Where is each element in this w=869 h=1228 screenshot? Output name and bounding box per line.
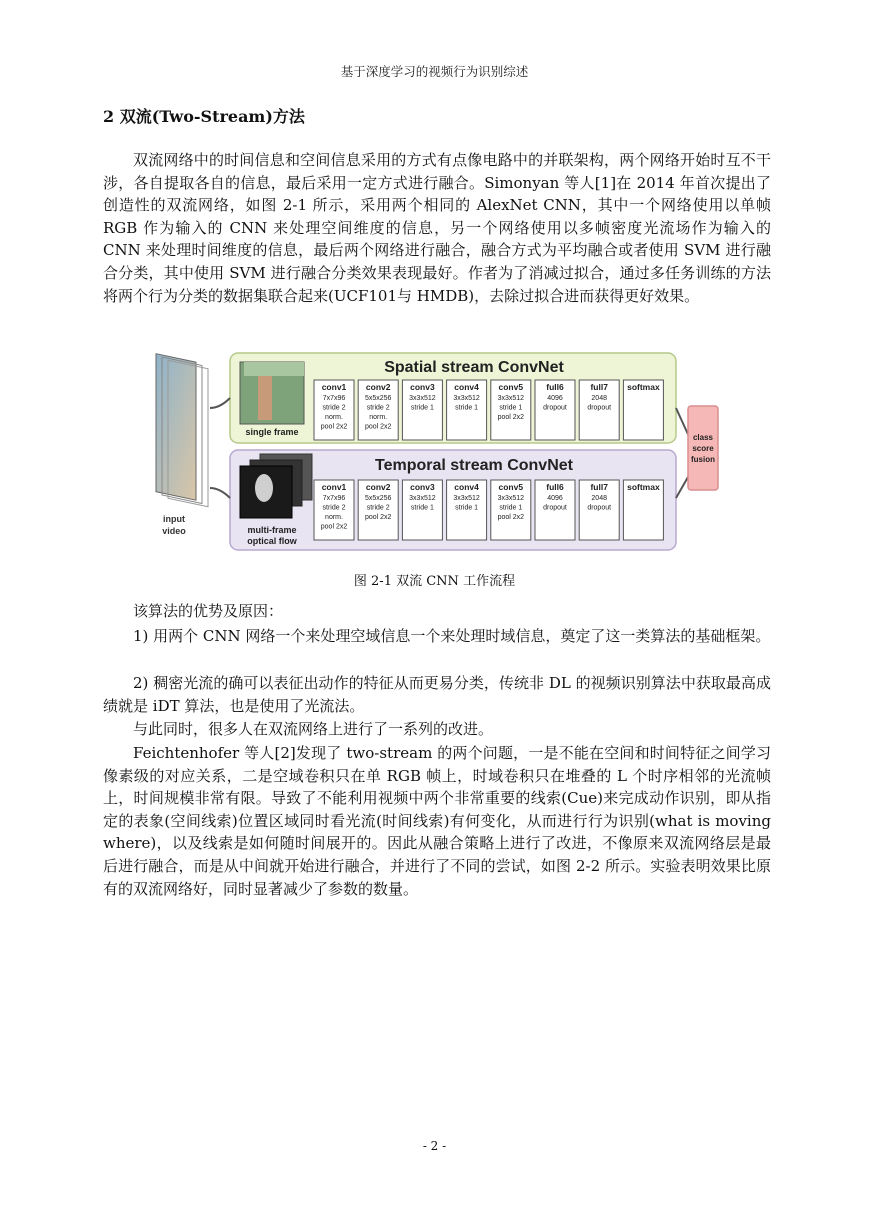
input-video-stack bbox=[156, 354, 208, 507]
figure-caption: 图 2-1 双流 CNN 工作流程 bbox=[353, 574, 516, 589]
temporal-layer-detail: stride 1 bbox=[410, 504, 434, 512]
spatial-layer-detail: stride 1 bbox=[499, 404, 523, 412]
temporal-layer-detail: 2048 bbox=[591, 495, 607, 502]
spatial-layer-detail: stride 1 bbox=[455, 404, 479, 412]
temporal-layer-detail: 4096 bbox=[547, 495, 563, 502]
spatial-layer-detail: pool 2x2 bbox=[320, 423, 348, 431]
spatial-layer-detail: stride 2 bbox=[366, 404, 390, 412]
temporal-layer-detail: stride 1 bbox=[499, 504, 523, 512]
temporal-layer-detail: pool 2x2 bbox=[320, 523, 348, 531]
temporal-layer-detail: pool 2x2 bbox=[497, 514, 525, 521]
temporal-layer-name-softmax: softmax bbox=[627, 482, 660, 492]
fusion-label-line: class bbox=[692, 433, 714, 442]
spatial-layer-detail: 4096 bbox=[547, 395, 563, 402]
temporal-layer-name-conv4: conv4 bbox=[454, 482, 479, 492]
temporal-stream-title: Temporal stream ConvNet bbox=[375, 457, 573, 474]
spatial-layer-detail: 3x3x512 bbox=[409, 395, 436, 402]
spatial-layer-detail: 5x5x256 bbox=[364, 395, 392, 402]
paragraph-advantages-heading: 该算法的优势及原因： bbox=[133, 602, 284, 620]
paragraph-advantage-1: 1) 用两个 CNN 网络一个来处理空域信息一个来处理时域信息，奠定了这一类算法的基础框架。 bbox=[133, 627, 771, 645]
paragraph-feichtenhofer: Feichtenhofer 等人[2]发现了 two-stream 的两个问题，一是不能在空间和时间特征之间学习像素级的对应关系，二是空域卷积只在单 RGB 帧上，时域卷积只在堆叠的 L 个时序相邻的光流帧上，时间规模非常有限。导致了不能利用视频中两个非常重要的线索(Cue)来完成动作识别，即从指定的表象(空间线索)位置区域同时看光流(时间线索)有何变化，从而进行行为识别(what is moving where)，以及线索是如何随时间展开的。因此从融合策略上进行了改进，不像原来双流网络层是最后进行融合，而是从中间就开始进行融合，并进行了不同的尝试，如图 2-2 所示。实验表明效果比原有的双流网络好，同时显著减少了参数的数量。 bbox=[103, 744, 771, 898]
temporal-layer-detail: dropout bbox=[543, 504, 567, 512]
input-label-1: input bbox=[163, 514, 185, 524]
spatial-layer-detail: stride 2 bbox=[322, 404, 346, 412]
temporal-layer-detail: 5x5x256 bbox=[364, 495, 392, 502]
spatial-layer-detail: 3x3x512 bbox=[453, 395, 480, 402]
spatial-layer-detail: dropout bbox=[543, 404, 567, 412]
spatial-layer-name-conv4: conv4 bbox=[454, 382, 479, 392]
temporal-layer-detail: dropout bbox=[587, 504, 612, 512]
temporal-layer-detail: 3x3x512 bbox=[453, 495, 480, 502]
spatial-layer-detail: pool 2x2 bbox=[497, 414, 525, 421]
arrow-to-spatial bbox=[210, 398, 230, 408]
fusion-label-line: fusion bbox=[691, 455, 715, 464]
spatial-layer-detail: 7x7x96 bbox=[322, 395, 346, 402]
spatial-layer-name-conv5: conv5 bbox=[498, 382, 524, 392]
temporal-layer-detail: stride 2 bbox=[366, 504, 390, 512]
paragraph-improvements: 与此同时，很多人在双流网络上进行了一系列的改进。 bbox=[133, 720, 494, 738]
input-label-2: video bbox=[162, 526, 186, 536]
flow-label-2: optical flow bbox=[247, 536, 297, 546]
spatial-layer-detail: norm. bbox=[325, 414, 343, 421]
temporal-layer-name-conv2: conv2 bbox=[365, 482, 391, 492]
arrow-to-temporal bbox=[210, 488, 230, 498]
temporal-layer-detail: 3x3x512 bbox=[497, 495, 525, 502]
spatial-layer-detail: norm. bbox=[369, 414, 388, 421]
spatial-layer-name-conv1: conv1 bbox=[321, 382, 347, 392]
spatial-layer-detail: dropout bbox=[587, 404, 612, 412]
spatial-layer-name-full7: full7 bbox=[590, 382, 608, 392]
flow-label-1: multi-frame bbox=[247, 525, 297, 535]
spatial-layer-name-conv2: conv2 bbox=[365, 382, 391, 392]
page-number: - 2 - bbox=[422, 1139, 447, 1153]
temporal-layer-name-conv1: conv1 bbox=[321, 482, 347, 492]
paragraph-advantage-2: 2) 稠密光流的确可以表征出动作的特征从而更易分类，传统非 DL 的视频识别算法中获取最高成绩就是 iDT 算法，也是使用了光流法。 bbox=[103, 674, 771, 715]
spatial-layer-detail: 3x3x512 bbox=[497, 395, 525, 402]
spatial-layer-name-conv3: conv3 bbox=[410, 382, 435, 392]
spatial-layer-detail: 2048 bbox=[591, 395, 607, 402]
temporal-layer-name-full6: full6 bbox=[546, 482, 564, 492]
section-title: 2 双流(Two-Stream)方法 bbox=[103, 107, 305, 126]
single-frame-label: single frame bbox=[245, 427, 299, 437]
spatial-layer-name-softmax: softmax bbox=[627, 382, 660, 392]
temporal-layer-detail: norm. bbox=[325, 514, 343, 521]
paragraph-intro: 双流网络中的时间信息和空间信息采用的方式有点像电路中的并联架构，两个网络开始时互不干涉，各自提取各自的信息，最后采用一定方式进行融合。Simonyan 等人[1]在 2014 年首次提出了创造性的双流网络，如图 2-1 所示，采用两个相同的 AlexNet CNN，其中一个网络使用以单帧 RGB 作为输入的 CNN 来处理空间维度的信息，另一个网络使用以多帧密度光流场作为输入的 CNN 来处理时间维度的信息，最后两个网络进行融合，融合方式为平均融合或者使用 SVM 进行融合分类，其中使用 SVM 进行融合分类效果表现最好。作者为了消减过拟合，通过多任务训练的方法将两个行为分类的数据集联合起来(UCF101与 HMDB)，去除过拟合进而获得更好效果。 bbox=[103, 151, 771, 305]
temporal-layer-detail: pool 2x2 bbox=[364, 514, 392, 521]
temporal-layer-name-conv3: conv3 bbox=[410, 482, 435, 492]
temporal-layer-name-full7: full7 bbox=[590, 482, 608, 492]
spatial-stream-title: Spatial stream ConvNet bbox=[384, 359, 564, 376]
two-stream-figure bbox=[148, 348, 720, 554]
temporal-layer-detail: stride 2 bbox=[322, 504, 346, 512]
running-header: 基于深度学习的视频行为识别综述 bbox=[340, 64, 529, 79]
spatial-layer-detail: stride 1 bbox=[410, 404, 434, 412]
fusion-label-line: score bbox=[692, 444, 714, 453]
temporal-layer-detail: stride 1 bbox=[455, 504, 479, 512]
spatial-layer-detail: pool 2x2 bbox=[364, 423, 392, 431]
temporal-layer-detail: 3x3x512 bbox=[409, 495, 436, 502]
two-stream-diagram bbox=[148, 348, 720, 554]
temporal-layer-name-conv5: conv5 bbox=[498, 482, 524, 492]
spatial-layer-name-full6: full6 bbox=[546, 382, 564, 392]
temporal-layer-detail: 7x7x96 bbox=[322, 495, 346, 502]
